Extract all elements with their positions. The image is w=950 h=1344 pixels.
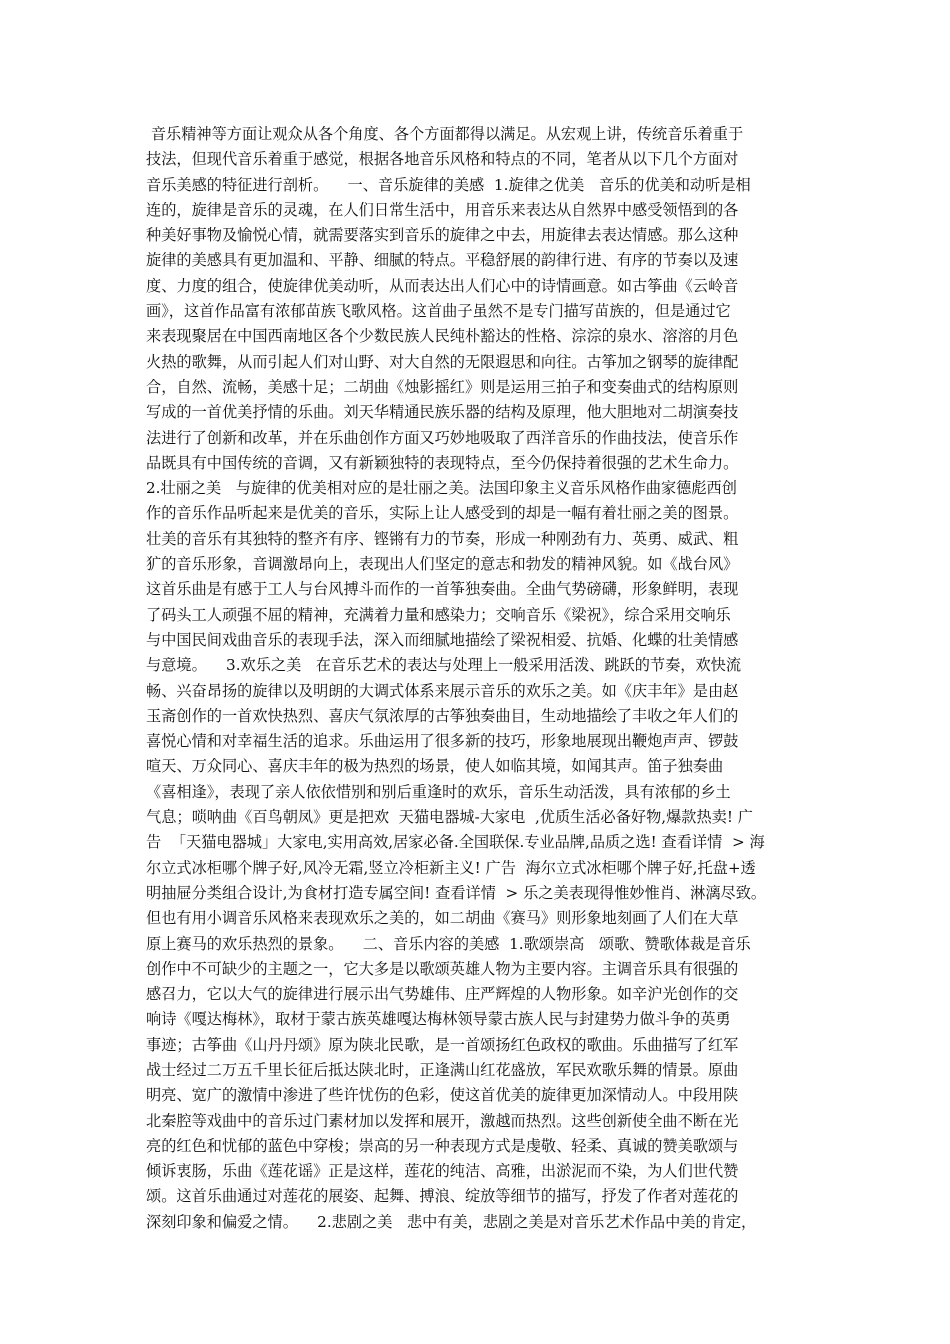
text-line: 音乐精神等方面让观众从各个角度、各个方面都得以满足。从宏观上讲，传统音乐着重于: [146, 125, 744, 143]
text-line: 《喜相逢》，表现了亲人依依惜别和别后重逢时的欢乐，音乐生动活泼，具有浓郁的乡土: [146, 782, 731, 801]
text-line: 喧天、万众同心、喜庆丰年的极为热烈的场景，使人如临其境，如闻其声。笛子独奏曲: [146, 757, 724, 776]
text-line: 但也有用小调音乐风格来表现欢乐之美的，如二胡曲《赛马》则形象地刻画了人们在大草: [146, 909, 739, 928]
body-text: [146, 122, 830, 1235]
text-line: 与中国民间戏曲音乐的表现手法，深入而细腻地描绘了梁祝相爱、抗婚、化蝶的壮美情感: [146, 630, 739, 649]
text-line: 喜悦心情和对幸福生活的追求。乐曲运用了很多新的技巧，形象地展现出鞭炮声声、锣鼓: [146, 732, 739, 751]
text-line: 创作中不可缺少的主题之一，它大多是以歌颂英雄人物为主要内容。主调音乐具有很强的: [146, 959, 739, 978]
text-line: 响诗《嘎达梅林》，取材于蒙古族英雄嘎达梅林领导蒙古族人民与封建势力做斗争的英勇: [146, 1010, 731, 1029]
ad-text-line[interactable]: 明抽屉分类组合设计,为食材打造专属空间! 查看详情 > 乐之美表现得惟妙惟肖、淋漓尽致。: [146, 883, 767, 902]
ad-text-line[interactable]: 尔立式冰柜哪个牌子好,风冷无霜,竖立冷柜新主义! 广告 海尔立式冰柜哪个牌子好,托盘+透: [146, 858, 756, 877]
text-line: 北秦腔等戏曲中的音乐过门素材加以发挥和展开，激越而热烈。这些创新使全曲不断在光: [146, 1111, 739, 1130]
text-line: 原上赛马的欢乐热烈的景象。 二、音乐内容的美感 1.歌颂崇高 颂歌、赞歌体裁是音乐: [146, 934, 751, 953]
text-line: 战士经过二万五千里长征后抵达陕北时，正逢满山红花盛放，军民欢歌乐舞的情景。原曲: [146, 1060, 739, 1079]
text-line: 技法，但现代音乐着重于感觉，根据各地音乐风格和特点的不同，笔者从以下几个方面对: [146, 150, 739, 169]
text-line: 明亮、宽广的激情中渗进了些许忧伤的色彩，使这首优美的旋律更加深情动人。中段用陕: [146, 1086, 739, 1105]
text-line: 壮美的音乐有其独特的整齐有序、铿锵有力的节奏，形成一种刚劲有力、英勇、威武、粗: [146, 529, 739, 548]
text-line: 畅、兴奋昂扬的旋律以及明朗的大调式体系来展示音乐的欢乐之美。如《庆丰年》是由赵: [146, 681, 739, 700]
text-line: 玉斋创作的一首欢快热烈、喜庆气氛浓厚的古筝独奏曲目，生动地描绘了丰收之年人们的: [146, 706, 739, 725]
text-line: 法进行了创新和改革，并在乐曲创作方面又巧妙地吸取了西洋音乐的作曲技法，使音乐作: [146, 428, 739, 447]
text-line: 画》，这首作品富有浓郁苗族飞歌风格。这首曲子虽然不是专门描写苗族的，但是通过它: [146, 302, 731, 321]
ad-text-line[interactable]: 告 「天猫电器城」大家电,实用高效,居家必备.全国联保.专业品牌,品质之选! 查看详情 > 海: [146, 833, 765, 852]
text-line: 倾诉衷肠，乐曲《莲花谣》正是这样，莲花的纯洁、高雅，出淤泥而不染，为人们世代赞: [146, 1162, 739, 1181]
text-line: 火热的歌舞，从而引起人们对山野、对大自然的无限遐思和向往。古筝加之钢琴的旋律配: [146, 352, 739, 371]
text-line: 与意境。 3.欢乐之美 在音乐艺术的表达与处理上一般采用活泼、跳跃的节奏，欢快流: [146, 656, 742, 675]
text-line: 种美好事物及愉悦心情，就需要落实到音乐的旋律之中去，用旋律去表达情感。那么这种: [146, 226, 739, 245]
text-line: 事迹；古筝曲《山丹丹颂》原为陕北民歌，是一首颂扬红色政权的歌曲。乐曲描写了红军: [146, 1035, 739, 1054]
text-line: 亮的红色和忧郁的蓝色中穿梭；崇高的另一种表现方式是虔敬、轻柔、真诚的赞美歌颂与: [146, 1136, 739, 1155]
text-line: 写成的一首优美抒情的乐曲。刘天华精通民族乐器的结构及原理，他大胆地对二胡演奏技: [146, 403, 739, 422]
text-line: 度、力度的组合，使旋律优美动听，从而表达出人们心中的诗情画意。如古筝曲《云岭音: [146, 276, 739, 295]
text-line: 合，自然、流畅，美感十足；二胡曲《烛影摇红》则是运用三拍子和变奏曲式的结构原则: [146, 377, 739, 396]
text-line: 作的音乐作品听起来是优美的音乐，实际上让人感受到的却是一幅有着壮丽之美的图景。: [146, 504, 739, 523]
ad-text-line[interactable]: 气息；唢呐曲《百鸟朝凤》更是把欢 天猫电器城-大家电 ,优质生活必备好物,爆款热卖! 广: [146, 808, 753, 827]
text-line: 犷的音乐形象，音调激昂向上，表现出人们坚定的意志和勃发的精神风貌。如《战台风》: [146, 555, 739, 574]
text-line: 颂。这首乐曲通过对莲花的展姿、起舞、搏浪、绽放等细节的描写，抒发了作者对莲花的: [146, 1187, 739, 1206]
text-line: 来表现聚居在中国西南地区各个少数民族人民纯朴豁达的性格、淙淙的泉水、溶溶的月色: [146, 327, 739, 346]
text-line: 旋律的美感具有更加温和、平静、细腻的特点。平稳舒展的韵律行进、有序的节奏以及速: [146, 251, 739, 270]
text-line: 了码头工人顽强不屈的精神，充满着力量和感染力；交响音乐《梁祝》，综合采用交响乐: [146, 605, 731, 624]
text-line: 感召力，它以大气的旋律进行展示出气势雄伟、庄严辉煌的人物形象。如辛沪光创作的交: [146, 985, 739, 1004]
text-line: 这首乐曲是有感于工人与台风搏斗而作的一首筝独奏曲。全曲气势磅礴，形象鲜明，表现: [146, 580, 739, 599]
text-line: 品既具有中国传统的音调，又有新颖独特的表现特点，至今仍保持着很强的艺术生命力。: [146, 453, 739, 472]
text-line: 音乐美感的特征进行剖析。 一、音乐旋律的美感 1.旋律之优美 音乐的优美和动听是相: [146, 175, 751, 194]
text-line: 2.壮丽之美 与旋律的优美相对应的是壮丽之美。法国印象主义音乐风格作曲家德彪西创: [146, 479, 737, 498]
text-line: 深刻印象和偏爱之情。 2.悲剧之美 悲中有美，悲剧之美是对音乐艺术作品中美的肯定，: [146, 1212, 757, 1231]
text-line: 连的，旋律是音乐的灵魂，在人们日常生活中，用音乐来表达从自然界中感受领悟到的各: [146, 200, 739, 219]
